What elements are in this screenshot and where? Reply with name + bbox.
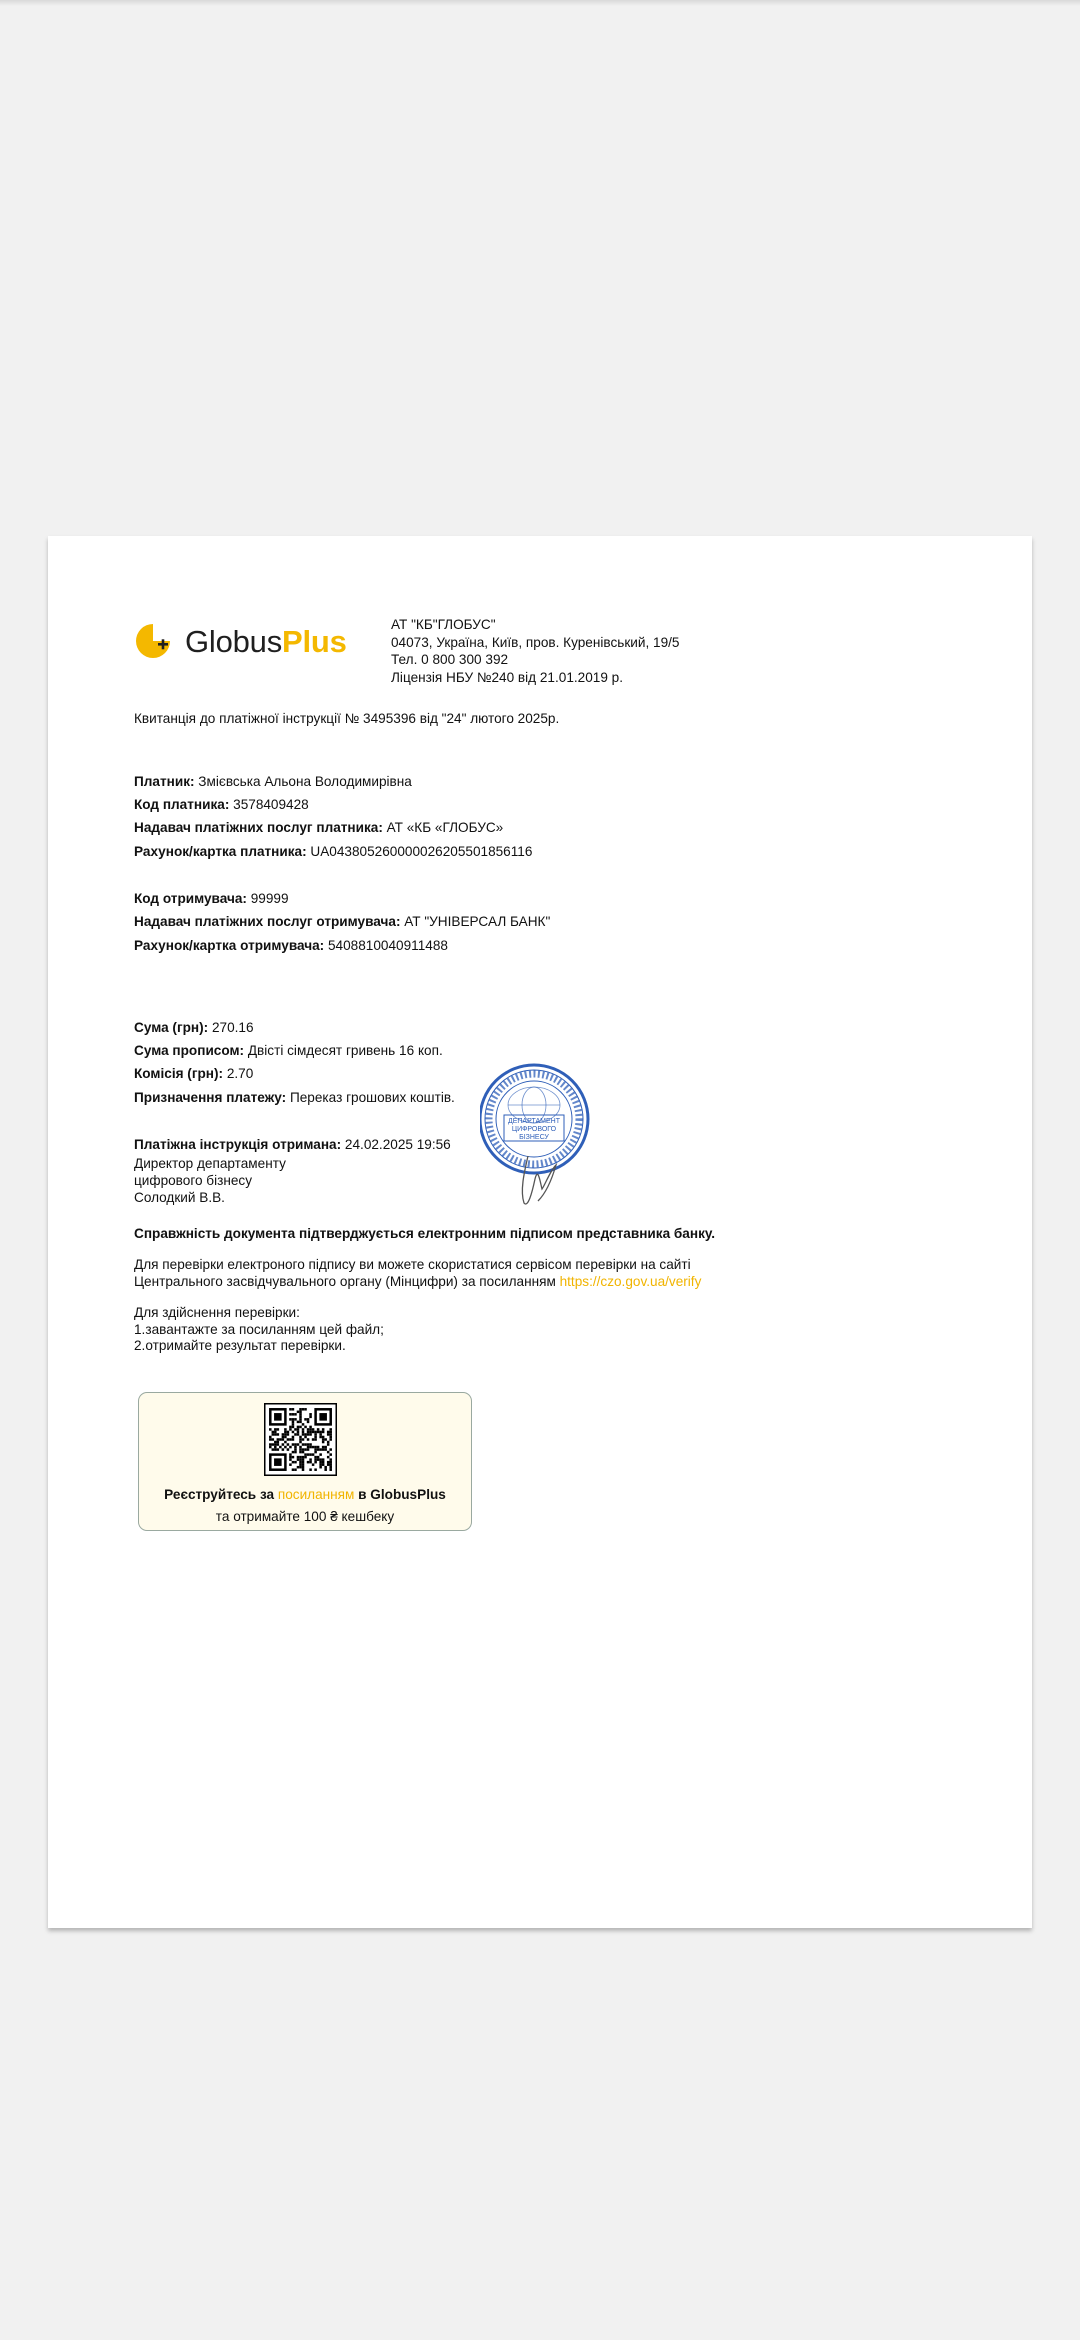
recipient-account-value: 5408810040911488 [324, 938, 448, 953]
signer-position-1: Директор департаменту [134, 1156, 286, 1171]
authenticity-note: Справжність документа підтверджується електронним підписом представника банку. [134, 1226, 716, 1241]
receipt-page [48, 536, 1032, 1928]
payer-code-row [134, 797, 309, 812]
purpose-label: Призначення платежу: [134, 1090, 287, 1105]
purpose-value: Переказ грошових коштів. [286, 1090, 455, 1105]
payer-account-row [134, 844, 532, 859]
bank-license: Ліцензія НБУ №240 від 21.01.2019 р. [391, 669, 624, 685]
recipient-code-value: 99999 [246, 891, 289, 906]
amount-label: Сума (грн): [134, 1020, 209, 1035]
fee-label: Комісія (грн): [134, 1066, 224, 1081]
bank-info [391, 616, 679, 686]
stamp-text-2: ЦИФРОВОГО [511, 1126, 557, 1133]
promo-line-1: Реєструйтесь за посиланням в GlobusPlus [164, 1487, 446, 1502]
receipt-title: Квитанція до платіжної інструкції № 3495396 від "24" лютого 2025р. [134, 711, 560, 726]
amount-value: 270.16 [208, 1020, 254, 1035]
recipient-account-label: Рахунок/картка отримувача: [134, 938, 325, 953]
received-row [134, 1137, 451, 1152]
bank-name: АТ "КБ"ГЛОБУС" [391, 617, 496, 632]
recipient-code-label: Код отримувача: [134, 891, 247, 906]
amount-row [134, 1020, 254, 1035]
promo-link[interactable]: посиланням [277, 1487, 355, 1502]
signer-name: Солодкий В.В. [134, 1190, 225, 1205]
payer-provider-value: АТ «КБ «ГЛОБУС» [382, 820, 504, 835]
verification-text-2: Центрального засвідчувального органу (Мінцифри) за посиланням https://czo.gov.ua/verify [134, 1274, 702, 1289]
bank-phone: Тел. 0 800 300 392 [391, 652, 509, 667]
top-shadow [0, 0, 1080, 6]
payer-provider-label: Надавач платіжних послуг платника: [134, 820, 383, 835]
amount-words-value: Двісті сімдесят гривень 16 коп. [244, 1043, 443, 1058]
czo-verify-link[interactable]: https://czo.gov.ua/verify [559, 1274, 702, 1289]
fee-row [134, 1066, 253, 1081]
bank-address: 04073, Україна, Київ, пров. Куренівський, 19/5 [391, 634, 680, 650]
payer-name-row [134, 774, 412, 789]
stamp-text-3: БІЗНЕСУ [519, 1134, 549, 1141]
logo-text-globus: Globus [185, 623, 283, 659]
payer-account-label: Рахунок/картка платника: [134, 844, 307, 859]
recipient-provider-value: АТ "УНІВЕРСАЛ БАНК" [400, 914, 551, 929]
recipient-account-row [134, 938, 448, 953]
payer-name-value: Змієвська Альона Володимирівна [194, 774, 412, 789]
payer-account-value: UA043805260000026205501856116 [306, 844, 533, 859]
verification-step-1: 1.завантажте за посиланням цей файл; [134, 1322, 384, 1337]
received-label: Платіжна інструкція отримана: [134, 1137, 342, 1152]
recipient-provider-row [134, 914, 550, 929]
verification-text-1: Для перевірки електроного підпису ви можете скористатися сервісом перевірки на сайті [134, 1257, 691, 1272]
purpose-row [134, 1090, 455, 1105]
payer-code-value: 3578409428 [229, 797, 309, 812]
fee-value: 2.70 [223, 1066, 254, 1081]
globusplus-logo-icon [134, 622, 172, 660]
logo-text-plus: Plus [282, 623, 347, 659]
promo-line-2: та отримайте 100 ₴ кешбеку [215, 1509, 395, 1524]
signer-position-2: цифрового бізнесу [134, 1173, 253, 1188]
verification-step-2: 2.отримайте результат перевірки. [134, 1338, 346, 1353]
amount-words-label: Сума прописом: [134, 1043, 245, 1058]
recipient-code-row [134, 891, 289, 906]
recipient-provider-label: Надавач платіжних послуг отримувача: [134, 914, 401, 929]
promo-banner [138, 1392, 472, 1531]
verification-steps-title: Для здійснення перевірки: [134, 1305, 300, 1320]
payer-name-label: Платник: [134, 774, 195, 789]
globusplus-logo [134, 622, 347, 660]
amount-words-row [134, 1043, 443, 1058]
received-value: 24.02.2025 19:56 [341, 1137, 451, 1152]
payer-code-label: Код платника: [134, 797, 230, 812]
payer-provider-row [134, 820, 503, 835]
qr-code[interactable] [264, 1403, 337, 1476]
bank-stamp-seal [480, 1061, 600, 1211]
stamp-text-1: ДЕПАРТАМЕНТ [507, 1118, 561, 1125]
